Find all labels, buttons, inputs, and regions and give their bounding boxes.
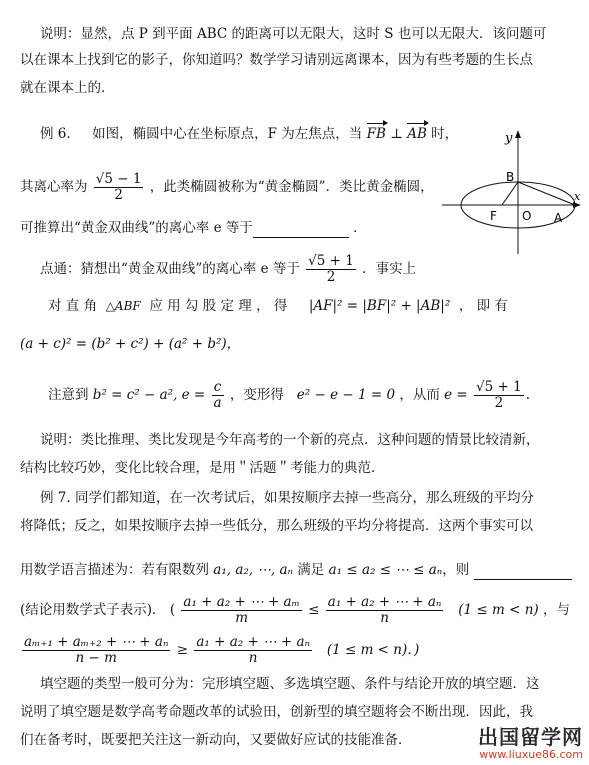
- note2-line2: 结构比较巧妙，变化比较合理，是用＂活题＂考能力的典范．: [20, 460, 385, 476]
- range-condition: (1 ≤ m < n)．): [326, 642, 420, 658]
- hint-expand: [20, 334, 240, 354]
- point-b-label: B: [506, 170, 515, 184]
- notice-middle: ，变形得: [229, 387, 284, 403]
- line3-satisfy: 满足: [297, 562, 325, 578]
- triangle-abf: △ABF: [105, 299, 141, 313]
- vector-fb: FB: [366, 126, 386, 142]
- ecc-prefix: 其离心率为: [20, 179, 88, 195]
- example7-answer-line2: [20, 630, 419, 670]
- note3-line3: 们在备考时，既要把关注这一新动向，又要做好应试的技能准备．: [20, 732, 412, 748]
- le-symbol: ≤: [308, 602, 320, 618]
- ecc-suffix: ，此类椭圆被称为“黄金椭圆”．类比黄金椭圆，: [149, 179, 434, 195]
- example7-line3: [20, 560, 572, 580]
- fraction-denominator: 2: [494, 395, 504, 411]
- hint-line2-b: 应 用 勾 股 定 理 ， 得: [149, 298, 288, 314]
- answer-blank: [253, 223, 349, 238]
- fraction-denominator: n: [380, 610, 389, 626]
- example6-eccentricity-line: [20, 170, 434, 204]
- answer-blank: [474, 565, 572, 580]
- sequence-condition: a₁ ≤ a₂ ≤ ⋯ ≤ aₙ: [328, 562, 443, 578]
- notice-equation: b² = c² − a², e =: [92, 387, 206, 403]
- question-end: ．: [353, 220, 367, 236]
- example6-stem-b: 时，: [431, 126, 459, 142]
- fraction-numerator: a₁ + a₂ + ⋯ + aₙ: [327, 594, 442, 610]
- origin-label: O: [522, 209, 532, 223]
- watermark-url: www.liuxue86.com: [479, 748, 583, 761]
- point-f-label: F: [490, 209, 497, 223]
- example7-line1: 例 7. 同学们都知道，在一次考试后，如果按顺序去掉一些高分，那么班级的平均分: [40, 490, 534, 506]
- and-text: ，与: [542, 602, 570, 618]
- hint-suffix: ．事实上: [362, 261, 417, 277]
- y-axis-arrow-icon: [515, 130, 521, 138]
- hint-line2-a: 对 直 角: [48, 298, 98, 314]
- hint-prefix: 点通：猜想出“黄金双曲线”的离心率 e 等于: [40, 261, 300, 277]
- point-a-label: A: [554, 211, 563, 225]
- result-lhs: e =: [444, 387, 468, 403]
- result-fraction: [474, 380, 524, 411]
- fraction-denominator: 2: [326, 269, 336, 285]
- line3-prefix: 用数学语言描述为：若有限数列: [20, 562, 209, 578]
- segment-fb: [502, 182, 518, 205]
- range-condition: (1 ≤ m < n): [458, 602, 539, 618]
- line3-then: ，则: [442, 562, 470, 578]
- answer-note: (结论用数学式子表示)．: [20, 602, 166, 618]
- hint-notice-line: [48, 378, 530, 412]
- ineq1-right-fraction: [326, 595, 444, 626]
- notice-then: ，从而: [399, 387, 440, 403]
- pythagorean-equation: |AF|² = |BF|² + |AB|²: [308, 298, 451, 314]
- golden-ellipse-fraction: [94, 172, 144, 203]
- y-axis-label: y: [505, 131, 513, 146]
- ineq1-left-fraction: [181, 595, 301, 626]
- example6-stem: [40, 124, 458, 144]
- ellipse-diagram: [440, 126, 582, 258]
- example6-label: 例 6.: [40, 126, 71, 142]
- note3-line2: 说明了填空题是数学高考命题改革的试验田，创新型的填空题将会不断出现．因此，我: [20, 704, 533, 720]
- question-text: 可推算出“黄金双曲线”的离心率 e 等于: [20, 220, 253, 236]
- fraction-numerator: a₁ + a₂ + ⋯ + aₘ: [183, 594, 300, 610]
- fraction-numerator: √5 + 1: [476, 379, 522, 395]
- fraction-numerator: c: [212, 380, 224, 396]
- fraction-denominator: a: [213, 395, 222, 411]
- fraction-numerator: √5 + 1: [308, 253, 354, 269]
- fraction-denominator: m: [235, 610, 249, 626]
- ineq2-right-fraction: [194, 635, 312, 666]
- golden-hyperbola-fraction: [306, 254, 356, 285]
- expanded-equation: (a + c)² = (b² + c²) + (a² + b²)，: [20, 336, 241, 352]
- hint-line2-c: ， 即 有: [458, 298, 508, 314]
- fraction-numerator: √5 − 1: [95, 171, 142, 187]
- example7-line2: 将降低；反之，如果按顺序去掉一些低分，那么班级的平均分将提高．这两个事实可以: [20, 518, 533, 534]
- note2-line1: 说明：类比推理、类比发现是今年高考的一个新的亮点．这种问题的情景比较清新，: [40, 432, 540, 448]
- example6-stem-a: 如图，椭圆中心在坐标原点，F 为左焦点，当: [92, 126, 363, 142]
- vector-ab: AB: [407, 126, 427, 142]
- perp-symbol: ⊥: [390, 126, 403, 142]
- note1-line1: 说明：显然，点 P 到平面 ABC 的距离可以无限大，这时 S 也可以无限大．该问题可: [40, 26, 547, 42]
- x-axis-label: x: [574, 190, 581, 203]
- quadratic-equation: e² − e − 1 = 0: [296, 387, 396, 403]
- ge-symbol: ≥: [176, 642, 189, 658]
- ineq2-left-fraction: [22, 635, 170, 666]
- fraction-denominator: 2: [114, 187, 123, 203]
- fraction-denominator: n − m: [75, 650, 117, 666]
- c-over-a-fraction: [212, 380, 224, 411]
- fraction-denominator: n: [248, 650, 258, 666]
- fraction-numerator: aₘ₊₁ + aₘ₊₂ + ⋯ + aₙ: [24, 634, 169, 650]
- fraction-numerator: a₁ + a₂ + ⋯ + aₙ: [196, 634, 310, 650]
- hint-line2: [48, 296, 508, 316]
- note3-line1: 填空题的类型一般可分为：完形填空题、多选填空题、条件与结论开放的填空题．这: [40, 676, 540, 692]
- notice-prefix: 注意到: [48, 387, 89, 403]
- note1-line2: 以在课本上找到它的影子，你知道吗？数学学习请别远离课本，因为有些考题的生长点: [20, 52, 533, 68]
- watermark-brand: 出国留学网: [478, 725, 583, 749]
- note1-line3: 就在课本上的．: [20, 80, 115, 96]
- example6-question: [20, 218, 367, 238]
- hint-line1: [40, 252, 416, 286]
- site-watermark: [478, 721, 583, 761]
- sequence: a₁, a₂, ⋯, aₙ: [213, 562, 293, 578]
- result-end: .: [525, 387, 531, 403]
- example7-answer-line1: (结论用数学式子表示)． ( $\frac{\text{a₁ + a₂ + ⋯ + aₘ}}{m}$ ≤ $\frac{\text{a₁ + a₂ + ⋯ + aₙ}}{n}$ (1 ≤ m < n) ，与: [20, 594, 570, 626]
